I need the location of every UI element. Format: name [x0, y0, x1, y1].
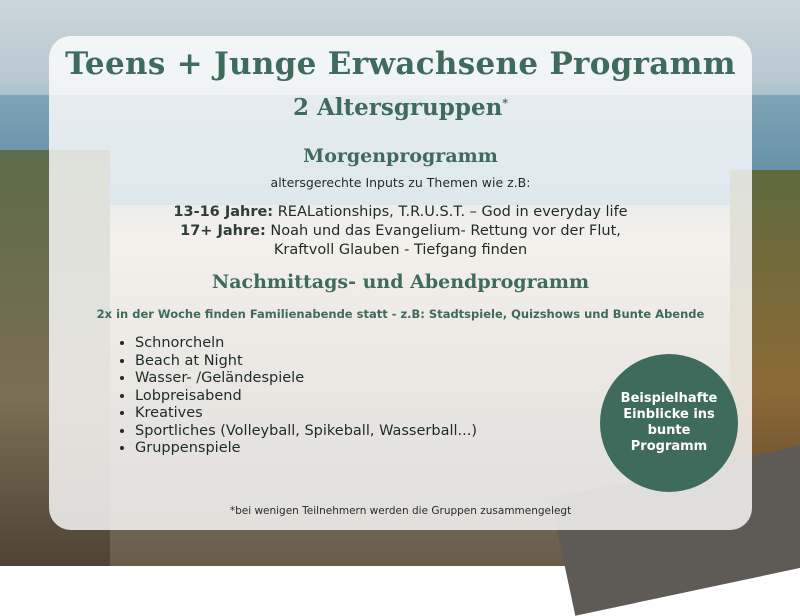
age-group-row: [49, 222, 752, 241]
age-group-row: [49, 241, 752, 260]
list-item: • Gruppenspiele: [135, 440, 477, 458]
badge-text: Beispielhafte Einblicke ins bunte Programm: [620, 391, 718, 454]
family-evenings-note: 2x in der Woche finden Familienabende statt - z.B: Stadtspiele, Quizshows und Bunte Abende: [96, 307, 705, 321]
list-item: • Kreatives: [135, 405, 477, 423]
subtitle-footnote-mark: *: [502, 96, 509, 110]
morning-heading: Morgenprogramm: [303, 145, 498, 167]
list-item: • Schnorcheln: [135, 335, 477, 353]
age-groups: [49, 203, 752, 260]
afternoon-heading: Nachmittags- und Abendprogramm: [211, 271, 590, 293]
age-group-row: [49, 203, 752, 222]
subtitle-text: 2 Altersgruppen: [292, 94, 503, 121]
list-item: • Beach at Night: [135, 353, 477, 371]
program-insight-badge: [600, 354, 738, 492]
age-group-topics: Noah und das Evangelium- Rettung vor der Flut,: [270, 223, 621, 239]
list-item: • Lobpreisabend: [135, 388, 477, 406]
list-item: • Sportliches (Volleyball, Spikeball, Wasserball...): [135, 423, 477, 441]
list-item: • Wasser- /Geländespiele: [135, 370, 477, 388]
footnote: *bei wenigen Teilnehmern werden die Gruppen zusammengelegt: [229, 505, 572, 517]
morning-intro: altersgerechte Inputs zu Themen wie z.B:: [270, 175, 531, 190]
age-group-topics: Kraftvoll Glauben - Tiefgang finden: [273, 242, 528, 258]
page-title: Teens + Junge Erwachsene Programm: [65, 46, 736, 82]
activities-list: [115, 335, 477, 458]
age-group-label: 17+ Jahre:: [180, 223, 266, 239]
age-group-topics: REALationships, T.R.U.S.T. – God in everyday life: [277, 204, 628, 220]
age-group-label: 13-16 Jahre:: [173, 204, 274, 220]
page-subtitle: [49, 94, 752, 121]
